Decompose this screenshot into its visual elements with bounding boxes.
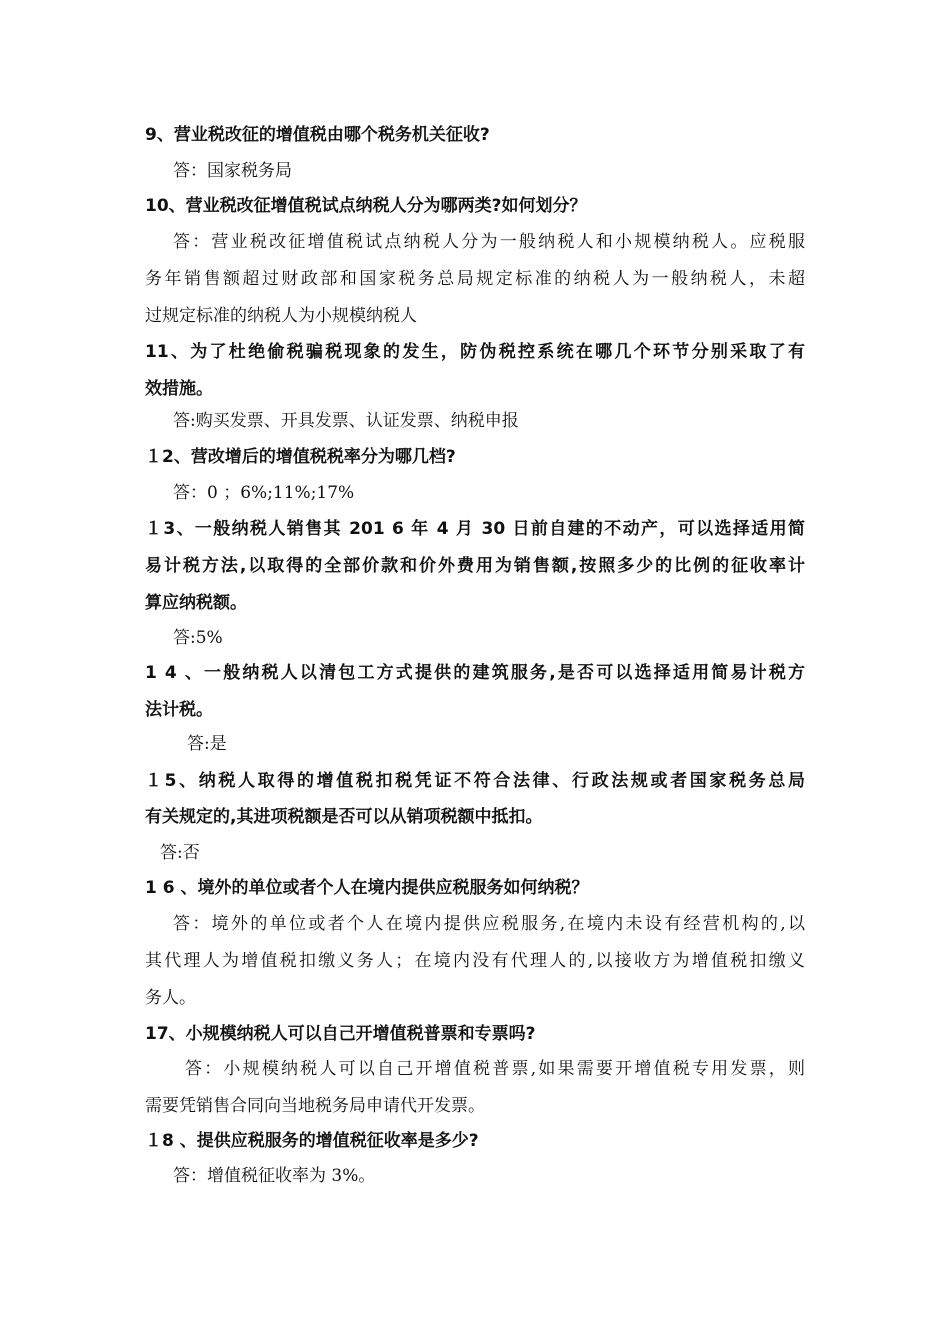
answer-11: 答:购买发票、开具发票、认证发票、纳税申报: [173, 411, 519, 431]
answer-16-line-3: 务人。: [145, 988, 196, 1008]
answer-10-line-1: 答：营业税改征增值税试点纳税人分为一般纳税人和小规模纳税人。应税服: [173, 232, 805, 252]
question-11-line-1: 11、为了杜绝偷税骗税现象的发生，防伪税控系统在哪几个环节分别采取了有: [145, 342, 805, 362]
answer-14: 答:是: [187, 734, 227, 754]
question-13-line-2: 易计税方法,以取得的全部价款和价外费用为销售额,按照多少的比例的征收率计: [145, 556, 805, 576]
answer-17-line-1: 答：小规模纳税人可以自己开增值税普票,如果需要开增值税专用发票，则: [185, 1059, 805, 1079]
answer-13: 答:5%: [173, 628, 223, 648]
question-10: 10、营业税改征增值税试点纳税人分为哪两类?如何划分？: [145, 196, 587, 216]
answer-16-line-2: 其代理人为增值税扣缴义务人；在境内没有代理人的,以接收方为增值税扣缴义: [145, 951, 805, 971]
answer-10-line-2: 务年销售额超过财政部和国家税务总局规定标准的纳税人为一般纳税人，未超: [145, 269, 805, 289]
question-15-line-2: 有关规定的,其进项税额是否可以从销项税额中抵扣。: [145, 807, 543, 827]
question-13-line-3: 算应纳税额。: [145, 593, 247, 613]
question-14-line-1: 1 4 、一般纳税人以清包工方式提供的建筑服务,是否可以选择适用简易计税方: [145, 663, 805, 683]
question-18: １8 、提供应税服务的增值税征收率是多少?: [145, 1131, 479, 1151]
answer-9: 答：国家税务局: [173, 161, 292, 181]
answer-15: 答:否: [160, 843, 200, 863]
answer-16-line-1: 答：境外的单位或者个人在境内提供应税服务,在境内未设有经营机构的,以: [173, 914, 805, 934]
answer-17-line-2: 需要凭销售合同向当地税务局申请代开发票。: [145, 1096, 485, 1116]
question-15-line-1: １5、纳税人取得的增值税扣税凭证不符合法律、行政法规或者国家税务总局: [145, 771, 805, 791]
answer-12: 答：0 ；6%;11%;17%: [173, 483, 355, 503]
question-14-line-2: 法计税。: [145, 700, 213, 720]
question-12: １2、营改增后的增值税税率分为哪几档?: [145, 447, 456, 467]
answer-18: 答：增值税征收率为 3%。: [173, 1166, 376, 1186]
question-11-line-2: 效措施。: [145, 379, 213, 399]
question-9: 9、营业税改征的增值税由哪个税务机关征收?: [145, 125, 490, 145]
question-17: 17、小规模纳税人可以自己开增值税普票和专票吗?: [145, 1024, 536, 1044]
answer-10-line-3: 过规定标准的纳税人为小规模纳税人: [145, 306, 417, 326]
question-13-line-1: １3、一般纳税人销售其 201 6 年 4 月 30 日前自建的不动产，可以选择适用简: [145, 519, 805, 539]
question-16: 1 6 、境外的单位或者个人在境内提供应税服务如何纳税？: [145, 878, 589, 898]
